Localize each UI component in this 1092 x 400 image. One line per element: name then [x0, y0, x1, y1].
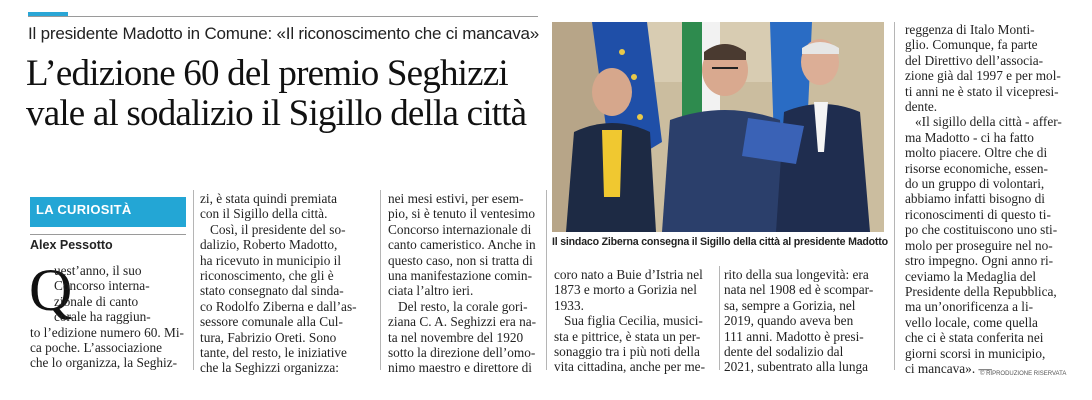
text-line: 2021, subentrato alla lunga — [724, 359, 869, 375]
text-line: sessore comunale alla Cul- — [200, 314, 343, 330]
headline-line-2: vale al sodalizio il Sigillo della città — [26, 93, 527, 134]
text-line: ha ricevuto in municipio il — [200, 252, 342, 268]
text-line: vita cittadina, anche per me- — [554, 359, 705, 375]
text-line: glio. Comunque, fa parte — [905, 37, 1038, 53]
section-label: LA CURIOSITÀ — [36, 202, 132, 217]
column-divider — [380, 190, 381, 370]
text-line: abbiamo infatti bisogno di — [905, 191, 1045, 207]
text-line: zione già dal 1997 e per mol- — [905, 68, 1061, 84]
drop-cap: Q — [29, 257, 73, 323]
text-line: po che costituiscono uno sti- — [905, 222, 1058, 238]
text-line: dente. — [905, 99, 938, 115]
text-line: del Direttivo dell’associa- — [905, 52, 1044, 68]
photo-caption: Il sindaco Ziberna consegna il Sigillo della città al presidente Madotto — [552, 236, 888, 248]
text-line: una manifestazione comin- — [388, 268, 532, 284]
author-rule — [30, 234, 186, 235]
text-line: vello locale, come quella — [905, 314, 1038, 330]
author-byline: Alex Pessotto — [30, 238, 113, 252]
text-line: 111 anni. Madotto è presi- — [724, 328, 864, 344]
text-line: nata nel 1908 ed è scompar- — [724, 282, 874, 298]
text-line: sonaggio tra i più noti della — [554, 344, 700, 360]
text-line: ma Madotto - ci ha fatto — [905, 129, 1034, 145]
text-line: reggenza di Italo Monti- — [905, 22, 1035, 37]
top-rule — [28, 16, 538, 17]
text-line: ziana C. A. Seghizzi era na- — [388, 314, 537, 330]
text-line: 1873 e morto a Gorizia nel — [554, 282, 697, 298]
text-line: tura, Fabrizio Oreti. Sono — [200, 329, 337, 345]
text-line: Del resto, la corale gori- — [398, 298, 528, 314]
text-line: ca poche. L’associazione — [30, 340, 163, 356]
text-line: co Rodolfo Ziberna e dall’as- — [200, 298, 357, 314]
text-line: Concorso internazionale di — [388, 221, 532, 237]
text-line: tante, del resto, le iniziative — [200, 345, 347, 361]
text-line: Così, il presidente del so- — [210, 221, 346, 237]
copyright-notice: © RIPRODUZIONE RISERVATA — [980, 371, 1067, 377]
article-column-4 — [554, 267, 716, 375]
text-line: Presidente della Repubblica, — [905, 283, 1057, 299]
kicker: Il presidente Madotto in Comune: «Il riconoscimento che ci mancava» — [28, 24, 540, 43]
text-line: questo caso, non si tratta di — [388, 252, 533, 268]
article-column-3 — [388, 191, 548, 376]
text-line: «Il sigillo della città - affer- — [915, 114, 1062, 130]
text-line: ceviamo la Medaglia del — [905, 268, 1037, 284]
text-line: con il Sigillo della città. — [200, 206, 328, 222]
text-line: risorse economiche, essen- — [905, 160, 1048, 176]
text-line: to l’edizione numero 60. Mi- — [30, 324, 184, 340]
text-line: sta e pittrice, è stata un per- — [554, 328, 701, 344]
text-line: ti anni ne è stato il vicepresi- — [905, 83, 1059, 99]
text-line: do un gruppo di volontari, — [905, 176, 1045, 192]
text-line: stro impegno. Ogni anno ri- — [905, 253, 1054, 269]
text-line: 1933. — [554, 297, 584, 313]
article-column-5 — [724, 267, 892, 375]
article-column-1 — [29, 257, 190, 371]
text-line: che la Seghizzi organizza: — [200, 360, 339, 376]
text-line: molo per proseguire nel no- — [905, 237, 1053, 253]
text-line: giorni scorsi in municipio, — [905, 345, 1046, 361]
text-line: zionale di canto — [54, 293, 139, 309]
text-line: Sua figlia Cecilia, musici- — [564, 313, 703, 329]
column-divider — [546, 190, 547, 370]
text-line: nei mesi estivi, per esem- — [388, 191, 524, 206]
article-photo — [552, 22, 884, 232]
text-line: ci mancava». — — [905, 360, 992, 376]
text-line: sa, sempre a Gorizia, nel — [724, 297, 856, 313]
column-divider — [193, 190, 194, 370]
text-line: ta nel novembre del 1920 — [388, 329, 524, 345]
text-line: che ci è stata conferita nei — [905, 330, 1044, 346]
text-line: sotto la direzione dell’omo- — [388, 345, 536, 361]
text-line: zi, è stata quindi premiata — [200, 191, 337, 206]
article-column-2 — [200, 191, 370, 376]
text-line: che lo organizza, la Seghiz- — [30, 355, 178, 371]
article-column-6 — [905, 22, 1073, 376]
text-line: ciata l’altro ieri. — [388, 283, 474, 299]
text-line: 2019, quando aveva ben — [724, 313, 854, 329]
text-line: riconoscimenti di questo ti- — [905, 206, 1051, 222]
text-line: coro nato a Buie d’Istria nel — [554, 267, 703, 282]
text-line: uest’anno, il suo — [54, 263, 142, 278]
headline-line-1: L’edizione 60 del premio Seghizzi — [26, 53, 508, 94]
text-line: dente del sodalizio dal — [724, 344, 844, 360]
text-line: stato consegnato dal sinda- — [200, 283, 344, 299]
headline — [26, 54, 546, 134]
text-line: corale ha raggiun- — [54, 309, 151, 325]
text-line: nimo maestro e direttore di — [388, 360, 533, 376]
text-line: ma un’onorificenza a li- — [905, 299, 1034, 315]
text-line: riconoscimento, che gli è — [200, 268, 334, 284]
text-line: molto piacere. Oltre che di — [905, 145, 1048, 161]
text-line: pio, si è tenuto il ventesimo — [388, 206, 535, 222]
text-line: Concorso interna- — [54, 278, 150, 294]
column-divider — [719, 266, 720, 370]
text-line: rito della sua longevità: era — [724, 267, 869, 282]
text-line: dalizio, Roberto Madotto, — [200, 237, 338, 253]
photo-illustration — [552, 22, 884, 232]
column-divider — [894, 22, 895, 370]
text-line: canto cameristico. Anche in — [388, 237, 536, 253]
